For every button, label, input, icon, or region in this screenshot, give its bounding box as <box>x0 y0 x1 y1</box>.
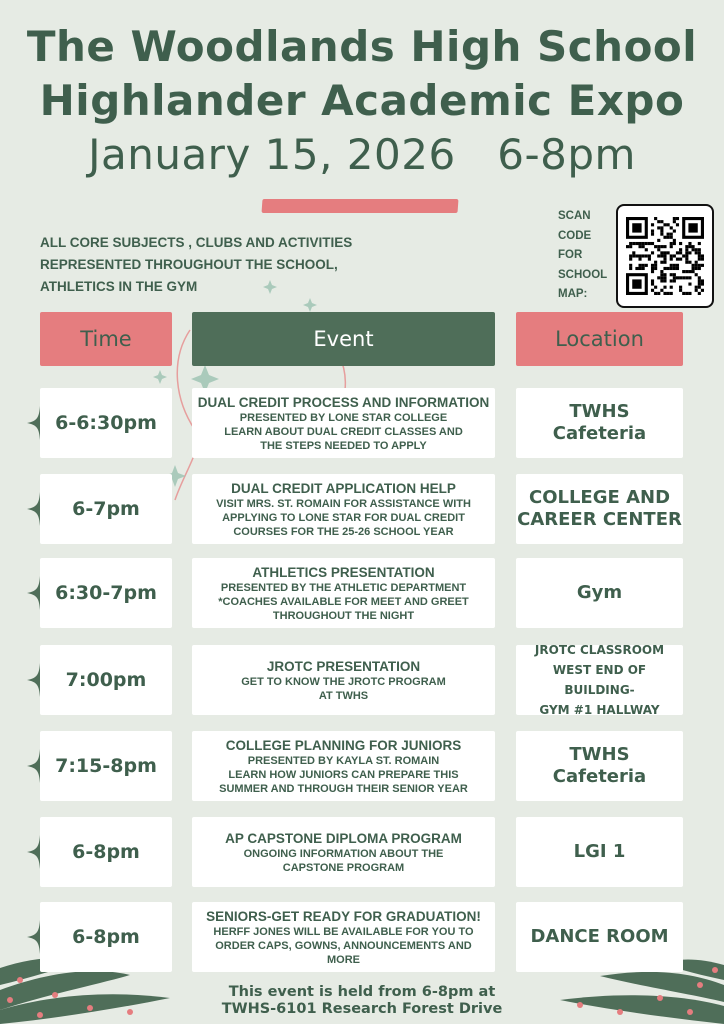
event-title: SENIORS-GET READY FOR GRADUATION! <box>206 908 481 924</box>
row-time: 6-8pm <box>40 817 172 887</box>
row-time: 6-6:30pm <box>40 388 172 458</box>
event-description-line: PRESENTED BY KAYLA ST. ROMAIN <box>247 754 440 767</box>
event-description-line: AT TWHS <box>318 689 369 702</box>
event-description-line: THE STEPS NEEDED TO APPLY <box>260 439 427 452</box>
event-description-line: GET TO KNOW THE JROTC PROGRAM <box>241 675 446 688</box>
header-event: Event <box>192 312 495 366</box>
row-event <box>192 902 495 972</box>
event-description-line: PRESENTED BY THE ATHLETIC DEPARTMENT <box>220 581 467 594</box>
location-line: TWHS <box>569 401 630 422</box>
event-description-line: HERFF JONES WILL BE AVAILABLE FOR YOU TO <box>213 925 474 938</box>
row-time: 6:30-7pm <box>40 558 172 628</box>
row-event <box>192 817 495 887</box>
header-location: Location <box>516 312 683 366</box>
event-description-line: MORE <box>327 953 360 966</box>
footer-note <box>150 984 574 1018</box>
qr-code[interactable] <box>616 204 714 308</box>
scan-label-line: SCHOOL <box>558 268 608 281</box>
location-line: WEST END OF BUILDING- <box>552 663 647 697</box>
event-description-line: CAPSTONE PROGRAM <box>282 861 405 874</box>
row-location <box>516 474 683 544</box>
row-location <box>516 902 683 972</box>
event-description-line: LEARN ABOUT DUAL CREDIT CLASSES AND <box>224 425 463 438</box>
event-description-line: VISIT MRS. ST. ROMAIN FOR ASSISTANCE WITH <box>216 497 471 510</box>
intro-line: ATHLETICS IN THE GYM <box>40 279 198 294</box>
location-line: TWHS <box>569 744 630 765</box>
row-event <box>192 731 495 801</box>
scan-label-line: FOR <box>558 249 583 261</box>
row-location <box>516 731 683 801</box>
brush-stroke-divider <box>262 199 459 213</box>
event-description-line: ORDER CAPS, GOWNS, ANNOUNCEMENTS AND <box>215 939 472 952</box>
event-description-line: APPLYING TO LONE STAR FOR DUAL CREDIT <box>222 511 465 524</box>
intro-line: ALL CORE SUBJECTS , CLUBS AND ACTIVITIES <box>40 235 353 250</box>
event-description-line: *COACHES AVAILABLE FOR MEET AND GREET <box>218 595 469 608</box>
event-title: JROTC PRESENTATION <box>266 658 421 674</box>
scan-code-label <box>558 207 618 305</box>
scan-label-line: MAP: <box>558 288 588 300</box>
scan-label-line: SCAN <box>558 210 591 222</box>
event-title: ATHLETICS PRESENTATION <box>252 564 435 580</box>
event-title: DUAL CREDIT APPLICATION HELP <box>231 480 456 496</box>
row-location <box>516 558 683 628</box>
event-description-line: SUMMER AND THROUGH THEIR SENIOR YEAR <box>219 782 468 795</box>
row-time: 7:15-8pm <box>40 731 172 801</box>
row-event <box>192 388 495 458</box>
qr-code-icon <box>626 214 704 298</box>
footer-line: This event is held from 6-8pm at <box>228 984 496 1000</box>
event-date: January 15, 2026 6-8pm <box>88 130 636 179</box>
location-line: CAREER CENTER <box>517 509 682 530</box>
school-name: The Woodlands High School <box>26 22 698 71</box>
row-time: 6-7pm <box>40 474 172 544</box>
header-time: Time <box>40 312 172 366</box>
footer-line: TWHS-6101 Research Forest Drive <box>221 1001 503 1017</box>
event-description-line: THROUGHOUT THE NIGHT <box>272 609 415 622</box>
row-event <box>192 645 495 715</box>
event-title: DUAL CREDIT PROCESS AND INFORMATION <box>197 394 490 410</box>
row-time: 6-8pm <box>40 902 172 972</box>
row-time: 7:00pm <box>40 645 172 715</box>
row-location <box>516 817 683 887</box>
row-event <box>192 474 495 544</box>
row-event <box>192 558 495 628</box>
row-location <box>516 388 683 458</box>
intro-text <box>40 232 420 298</box>
location-line: Cafeteria <box>552 423 647 444</box>
location-line: Cafeteria <box>552 766 647 787</box>
location-line: LGI 1 <box>573 841 626 862</box>
event-description-line: PRESENTED BY LONE STAR COLLEGE <box>239 411 448 424</box>
event-description-line: ONGOING INFORMATION ABOUT THE <box>243 847 444 860</box>
scan-label-line: CODE <box>558 229 592 242</box>
location-line: GYM #1 HALLWAY <box>539 703 660 717</box>
intro-line: REPRESENTED THROUGHOUT THE SCHOOL, <box>40 257 338 272</box>
row-location <box>516 645 683 715</box>
location-line: Gym <box>576 582 623 603</box>
event-description-line: LEARN HOW JUNIORS CAN PREPARE THIS <box>228 768 459 781</box>
location-line: DANCE ROOM <box>530 926 669 947</box>
event-name: Highlander Academic Expo <box>39 76 685 125</box>
event-title: AP CAPSTONE DIPLOMA PROGRAM <box>225 830 462 846</box>
location-line: COLLEGE AND <box>528 487 671 508</box>
event-title: COLLEGE PLANNING FOR JUNIORS <box>225 737 462 753</box>
event-description-line: COURSES FOR THE 25-26 SCHOOL YEAR <box>233 525 454 538</box>
location-line: JROTC CLASSROOM <box>534 643 665 657</box>
